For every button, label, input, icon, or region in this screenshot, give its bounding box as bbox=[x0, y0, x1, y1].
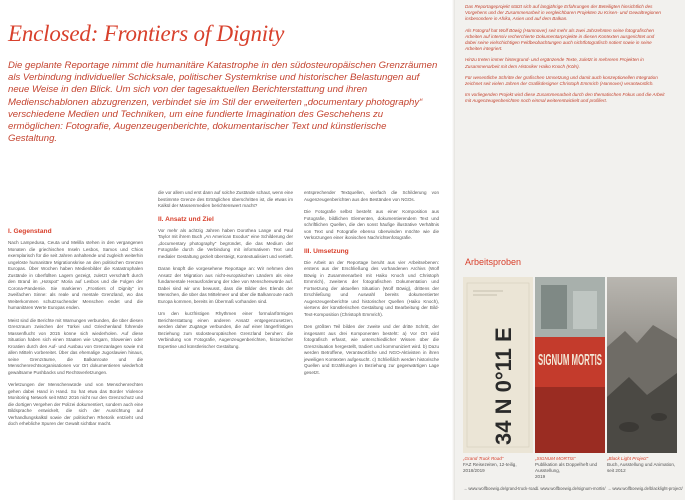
signum-mortis-artwork bbox=[535, 277, 605, 453]
col3-paragraph-3: Die Arbeit an der Reportage beruht aus vier Arbeitsebenen: erstens aus der Erschließung des vorhandenen Archivs (Wolf Böwig in Zusammenarbeit mit Haiko Knoch und Christoph Emmrich), zweitens der fotografischen Dokumentation und Fortsetzung der aktuellen Situation (Wolf Böwig), drittens der Erschließung und Auswahl bereits dokumentierter Augenzeugenberichte und historischer Quellen (Haiko Knoch), viertens der künstlerischen Gestaltung und Bearbeitung der Bild-Text-Komposition (Christoph Emmrich). bbox=[304, 259, 439, 317]
col3-paragraph-4: Den größten Teil bilden der zweite und der dritte Schritt, der insgesamt aus drei Komponenten besteht: a) Vor Ort wird fotografisch erfasst, wie unterschiedlicher Wissen über die Grenzsituation hergestellt, tradiert und kommuniziert wird. b) Dazu werden Betroffene, Verantwortliche und NGO-Aktivisten in ihren jeweiligen Kontexten aufgesucht. c) Schließlich werden historische Quellen und Erzählungen in Beziehung zur gegenwärtigen Lage gesetzt. bbox=[304, 324, 439, 375]
sample-link-1[interactable]: → www.wolfboewig.de/grand-truck-road/ bbox=[463, 486, 539, 491]
signum-mortis-art-text: SIGNUM MORTIS bbox=[538, 352, 602, 369]
col2-paragraph-3: Daran knüpft die vorgesehene Reportage an: Wir nehmen den Ansatz der Migration aus nicht-europäischen Ländern als eine fundamentale Herausforderung der Idee von Menschenwürde auf. Dabei sind wir uns bewusst, dass die Bilder des Elends der Menschen, die über das Mittelmeer und über die Balkanroute nach Europa kommen, bereits im Übermaß vorhanden sind. bbox=[158, 266, 293, 304]
column-2 bbox=[158, 190, 293, 356]
sidebar-paragraph-3: Hinzu treten immer hintergrund- und ergänzende Texte, zuletzt in mehreren Projekten in Zusammenarbeit mit dem Historiker Haiko Knoch (Köln). bbox=[465, 57, 644, 69]
sample-caption-3 bbox=[607, 456, 683, 491]
sidebar-note bbox=[465, 4, 665, 110]
black-light-artwork bbox=[607, 277, 677, 453]
column-1 bbox=[8, 228, 143, 434]
sample-meta-1a: FAZ Reisezeiten, 12-teilig, bbox=[463, 462, 517, 467]
section-heading-ansatz: II. Ansatz und Ziel bbox=[158, 215, 214, 223]
col2-paragraph-2: Vor mehr als achtzig Jahren haben Dorothea Lange und Paul Taylor mit ihrem Buch „An American Exodus“ eine Schilderung der „documentary photography“ begründet, die das Medium der Fotografie durch die Verbindung mit informativem Text und medialer Gestaltung gezielt übersteigt, Kontextualisiert und vertieft. bbox=[158, 227, 293, 259]
sidebar-paragraph-4: Für wesentliche Schritte der grafischen Umsetzung und damit auch konzeptionellen Integration zeichnet seit vielen Jahren der Grafikdesigner Christoph Emmrich (Hannover) verantwortlich. bbox=[465, 74, 658, 87]
section-heading-gegenstand: I. Gegenstand bbox=[8, 228, 52, 235]
sample-title-1: „Grand Truck Road“ bbox=[463, 456, 504, 461]
col2-paragraph-1: die vor allem und erst dann auf solche Zustände schaut, wenn eine bestimmte Grenze des Erträglichen überschritten ist, die etwas im Kalkül der Massenmedien berichtenswert macht? bbox=[158, 190, 293, 208]
sample-thumbnail-grand-truck-road[interactable] bbox=[463, 277, 533, 453]
col3-paragraph-1: entsprechender Textquellen, vierfach die Schilderung von Augenzeugenberichten aus den Beständen von NGOs. bbox=[304, 190, 439, 202]
col2-paragraph-4: Um den kurzfristigen Rhythmen einer formularförmigen Berichterstattung einen anderen Ansatz entgegenzusetzen, werden daher Zugänge verbunden, die auf einer längerfristigen Beziehung zum südosteuropäischen Grenzland beruhen: die Verbindung von Fotografie, Augenzeugenberichten, historischer Expertise und künstlerischer Gestaltung. bbox=[158, 311, 293, 349]
sidebar-paragraph-1: Das Reportageprojekt stützt sich auf langjährige Erfahrungen der Beteiligten hinsichtlich des Vorgehens und der Zusammenarbeit in vergleichbaren Projekten zu Krisen- und Gewaltregionen insbesondere in Afrika, Asien und auf dem Balkan. bbox=[465, 4, 661, 22]
intro-paragraph: Die geplante Reportage nimmt die humanitäre Katastrophe in den südosteuropäischen Grenzräumen als Verbindung individueller Schicksale, politischer Systemkrise und historischer Belastungen auf neue Weise in den Blick. Um sich von der tagesaktuellen Berichterstattung und ihren Medienschablonen abzugrenzen, verbindet sie im Stil der erweiterten „documentary photography“ verschiedene Medien und Techniken, um eine fundierte Imagination des Geschehens zu ermöglichen: Fotografie, Augenzeugenberichte, dokumentarischer Text und künstlerische Gestaltung. bbox=[8, 60, 438, 145]
sample-meta-1b: 2018/2019 bbox=[463, 468, 485, 473]
sidebar-paragraph-5: Im vorliegenden Projekt wird diese Zusammenarbeit durch den thematischen Fokus und die Arbeit mit Augenzeugenberichten noch einmal weiterentwickelt und profiliert. bbox=[465, 92, 665, 104]
sample-meta-2a: Publikation als Doppelheft und Ausstellung, bbox=[535, 462, 598, 473]
sample-link-2[interactable]: → www.wolfboewig.de/signum-mortis/ bbox=[535, 486, 606, 491]
sample-title-3: „Black Light Project“ bbox=[607, 456, 649, 461]
page-title: Enclosed: Frontiers of Dignity bbox=[8, 21, 285, 46]
section-heading-umsetzung: III. Umsetzung bbox=[304, 247, 349, 255]
sample-link-3[interactable]: → www.wolfboewig.de/blacklight-project/ bbox=[607, 486, 683, 491]
col3-paragraph-2: Die Fotografie selbst besteht aus einer Komposition aus Fotografie, bildlichen Elementen, dokumentierendem Text und schriftlichen Quellen, die den sonst häufige illustrative Verhältnis von Text und Fotografie ebenso überwinden möchte wie die Verkürzungen einer ikonischen Nachrichtenfotografie. bbox=[304, 209, 439, 240]
sample-caption-1 bbox=[463, 456, 539, 491]
column-3 bbox=[304, 190, 439, 382]
col1-paragraph-1: Nach Lampedusa, Ceuta und Melilla stehen in den vergangenen Monaten die griechischen Inseln Lesbos, Samos und Chios exemplarisch für die seit Jahren anhaltende und zugleich weiterhin ungelöste humanitäre Migrationskrise an den politischen Grenzen Europas. Über Wochen haben Medienbilder die Katastrophalen Zustände in überfüllten Lagern gezeigt, zuletzt verschärft durch den Brand im „Hotspot“ Moria auf Lesbos und die Folgen der Corona-Pandemie. Sie markieren „Frontiers of Dignity“ im zweifachen Sinne: als reale und mentale Grenzland, wo das Weiterkommen schutzsuchender Menschen endet und die humanitären Werte Europas enden. bbox=[8, 240, 143, 310]
col1-paragraph-3: Verletzungen der Menschenwürde und von Menschenrechten gehen dabei Hand in Hand. So hat etwa das Border Violence Monitoring Network seit März 2016 nicht nur den Grenzschutz und die dortigen Vergehen der Polizei dokumentiert, sondern auch eine Bildsprache entwickelt, die sich der Ausrichtung auf Verhandlungskalkül sowie der politischen Rhetorik entzieht und doch erhebliche Spuren der Gewalt sichtbar macht. bbox=[8, 382, 143, 426]
col1-paragraph-2: Meist sind die Berichte mit Warnungen verbunden, die über diesen Grenzraum zwischen der Türkei und Griechenland führende Massenflucht von 2015 könne sich wiederholen. Auf diese Situation haben sich einen Staaten wie Ungarn, Slowenien oder Kroatien durch den Auf- und Ausbau von Grenzanlagen sowie mit allen Mitteln vorbereitet. Über das ehemalige Jugoslawien hinaus, seine Grenzräume, die Balkanroute und die Menschenrechtsorganisationen vor Ort dokumentieren wiederholt gewaltsame Pushbacks und Rechtsverletzungen. bbox=[8, 317, 143, 375]
right-page bbox=[455, 0, 685, 500]
sidebar-paragraph-2: Als Fotograf hat Wolf Böwig (Hamnover) seit mehr als zwei Jahrzehnten seine fotografischen Arbeiten auf intensiv recherchierte Dokumentarprojekte in diesen Kontexten ausgerichtet und dabei seine vielschichtigen Feldbeobachtungen auch nichtfotografisch notiert sowie in seine Arbeiten integriert. bbox=[465, 27, 655, 52]
sample-title-2: „SIGNUM MORTIS“ bbox=[535, 456, 576, 461]
sample-meta-3a: Buch, Ausstellung und Animation, bbox=[607, 462, 676, 467]
sample-meta-3b: seit 2012 bbox=[607, 468, 626, 473]
sample-thumbnail-signum-mortis[interactable] bbox=[535, 277, 605, 453]
work-samples-heading: Arbeitsproben bbox=[465, 257, 522, 267]
sample-meta-2b: 2019 bbox=[535, 474, 546, 479]
grand-truck-road-art-text: 34 N 0°11 E bbox=[491, 327, 516, 445]
sample-thumbnail-black-light[interactable] bbox=[607, 277, 677, 453]
sample-caption-2 bbox=[535, 456, 606, 491]
grand-truck-road-artwork bbox=[463, 277, 533, 453]
